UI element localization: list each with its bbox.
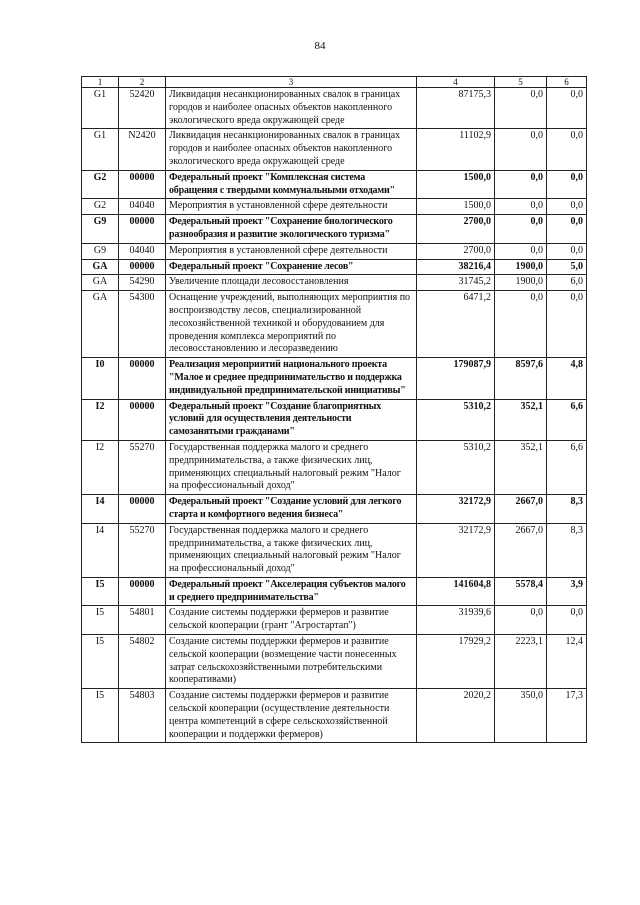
subcode-cell: 00000 bbox=[119, 358, 166, 399]
percent-cell: 6,6 bbox=[547, 399, 587, 440]
amount-cell: 31939,6 bbox=[417, 606, 495, 635]
amount-cell: 32172,9 bbox=[417, 523, 495, 577]
amount-cell: 5310,2 bbox=[417, 440, 495, 494]
percent-cell: 0,0 bbox=[547, 243, 587, 259]
code-cell: I5 bbox=[82, 689, 119, 743]
percent-cell: 3,9 bbox=[547, 577, 587, 606]
table-row bbox=[82, 243, 587, 259]
table-row bbox=[82, 199, 587, 215]
page-number: 84 bbox=[314, 40, 326, 52]
code-cell: I4 bbox=[82, 523, 119, 577]
table-row bbox=[82, 635, 587, 689]
description-cell: Федеральный проект "Создание благоприятных условий для осуществления деятельности самозанятыми гражданами" bbox=[166, 399, 417, 440]
description-cell: Ликвидация несанкционированных свалок в границах городов и наиболее опасных объектов накопленного экологического вреда окружающей среде bbox=[166, 129, 417, 170]
column-header: 5 bbox=[495, 77, 547, 88]
column-header: 4 bbox=[417, 77, 495, 88]
description-cell: Реализация мероприятий национального проекта "Малое и среднее предпринимательство и поддержка индивидуальной предпринимательской инициативы" bbox=[166, 358, 417, 399]
table-row bbox=[82, 358, 587, 399]
amount-cell: 1500,0 bbox=[417, 199, 495, 215]
percent-cell: 6,6 bbox=[547, 440, 587, 494]
amount-cell: 5310,2 bbox=[417, 399, 495, 440]
executed-cell: 8597,6 bbox=[495, 358, 547, 399]
table-row bbox=[82, 129, 587, 170]
executed-cell: 1900,0 bbox=[495, 259, 547, 275]
subcode-cell: 04040 bbox=[119, 243, 166, 259]
table-row bbox=[82, 215, 587, 244]
percent-cell: 0,0 bbox=[547, 88, 587, 129]
percent-cell: 8,3 bbox=[547, 523, 587, 577]
percent-cell: 0,0 bbox=[547, 215, 587, 244]
code-cell: I0 bbox=[82, 358, 119, 399]
table-row bbox=[82, 88, 587, 129]
table-row bbox=[82, 689, 587, 743]
description-cell: Государственная поддержка малого и среднего предпринимательства, а также физических лиц, применяющих специальный налоговый режим "Налог на профессиональный доход" bbox=[166, 523, 417, 577]
percent-cell: 17,3 bbox=[547, 689, 587, 743]
subcode-cell: 04040 bbox=[119, 199, 166, 215]
description-cell: Ликвидация несанкционированных свалок в границах городов и наиболее опасных объектов накопленного экологического вреда окружающей среде bbox=[166, 88, 417, 129]
header-row bbox=[82, 77, 587, 88]
description-cell: Федеральный проект "Создание условий для легкого старта и комфортного ведения бизнеса" bbox=[166, 495, 417, 524]
table-row bbox=[82, 291, 587, 358]
description-cell: Мероприятия в установленной сфере деятельности bbox=[166, 199, 417, 215]
percent-cell: 0,0 bbox=[547, 129, 587, 170]
table-row bbox=[82, 259, 587, 275]
description-cell: Создание системы поддержки фермеров и развитие сельской кооперации (возмещение части понесенных затрат сельскохозяйственными потребительскими кооперативами) bbox=[166, 635, 417, 689]
table-row bbox=[82, 606, 587, 635]
code-cell: I2 bbox=[82, 440, 119, 494]
code-cell: G2 bbox=[82, 199, 119, 215]
executed-cell: 0,0 bbox=[495, 88, 547, 129]
subcode-cell: 54803 bbox=[119, 689, 166, 743]
executed-cell: 0,0 bbox=[495, 215, 547, 244]
code-cell: G1 bbox=[82, 88, 119, 129]
subcode-cell: N2420 bbox=[119, 129, 166, 170]
amount-cell: 87175,3 bbox=[417, 88, 495, 129]
subcode-cell: 00000 bbox=[119, 215, 166, 244]
code-cell: G9 bbox=[82, 243, 119, 259]
table-row bbox=[82, 440, 587, 494]
code-cell: GA bbox=[82, 259, 119, 275]
subcode-cell: 00000 bbox=[119, 577, 166, 606]
description-cell: Создание системы поддержки фермеров и развитие сельской кооперации (осуществление деятельности центра компетенций в сфере сельскохозяйственной кооперации и поддержки фермеров) bbox=[166, 689, 417, 743]
subcode-cell: 00000 bbox=[119, 170, 166, 199]
percent-cell: 8,3 bbox=[547, 495, 587, 524]
code-cell: GA bbox=[82, 291, 119, 358]
description-cell: Увеличение площади лесовосстановления bbox=[166, 275, 417, 291]
subcode-cell: 54801 bbox=[119, 606, 166, 635]
amount-cell: 2020,2 bbox=[417, 689, 495, 743]
budget-table bbox=[81, 76, 587, 743]
description-cell: Создание системы поддержки фермеров и развитие сельской кооперации (грант "Агростартап") bbox=[166, 606, 417, 635]
subcode-cell: 55270 bbox=[119, 440, 166, 494]
description-cell: Федеральный проект "Сохранение биологического разнообразия и развитие экологического туризма" bbox=[166, 215, 417, 244]
code-cell: GA bbox=[82, 275, 119, 291]
subcode-cell: 00000 bbox=[119, 259, 166, 275]
amount-cell: 141604,8 bbox=[417, 577, 495, 606]
subcode-cell: 00000 bbox=[119, 495, 166, 524]
executed-cell: 5578,4 bbox=[495, 577, 547, 606]
table-row bbox=[82, 577, 587, 606]
executed-cell: 0,0 bbox=[495, 243, 547, 259]
amount-cell: 11102,9 bbox=[417, 129, 495, 170]
amount-cell: 2700,0 bbox=[417, 215, 495, 244]
table-row bbox=[82, 495, 587, 524]
amount-cell: 32172,9 bbox=[417, 495, 495, 524]
description-cell: Мероприятия в установленной сфере деятельности bbox=[166, 243, 417, 259]
executed-cell: 350,0 bbox=[495, 689, 547, 743]
column-header: 6 bbox=[547, 77, 587, 88]
subcode-cell: 52420 bbox=[119, 88, 166, 129]
amount-cell: 2700,0 bbox=[417, 243, 495, 259]
code-cell: I5 bbox=[82, 606, 119, 635]
code-cell: I5 bbox=[82, 577, 119, 606]
subcode-cell: 55270 bbox=[119, 523, 166, 577]
table-row bbox=[82, 399, 587, 440]
executed-cell: 2667,0 bbox=[495, 495, 547, 524]
table-row bbox=[82, 170, 587, 199]
subcode-cell: 54300 bbox=[119, 291, 166, 358]
percent-cell: 0,0 bbox=[547, 606, 587, 635]
percent-cell: 5,0 bbox=[547, 259, 587, 275]
code-cell: G9 bbox=[82, 215, 119, 244]
percent-cell: 6,0 bbox=[547, 275, 587, 291]
column-header: 2 bbox=[119, 77, 166, 88]
subcode-cell: 54802 bbox=[119, 635, 166, 689]
executed-cell: 2667,0 bbox=[495, 523, 547, 577]
code-cell: I5 bbox=[82, 635, 119, 689]
executed-cell: 352,1 bbox=[495, 399, 547, 440]
amount-cell: 38216,4 bbox=[417, 259, 495, 275]
executed-cell: 1900,0 bbox=[495, 275, 547, 291]
executed-cell: 0,0 bbox=[495, 606, 547, 635]
amount-cell: 1500,0 bbox=[417, 170, 495, 199]
executed-cell: 0,0 bbox=[495, 291, 547, 358]
amount-cell: 31745,2 bbox=[417, 275, 495, 291]
percent-cell: 0,0 bbox=[547, 291, 587, 358]
table-row bbox=[82, 523, 587, 577]
description-cell: Оснащение учреждений, выполняющих мероприятия по воспроизводству лесов, специализированной лесохозяйственной техникой и оборудованием для проведения комплекса мероприятий по лесовосстановлению и лесоразведению bbox=[166, 291, 417, 358]
executed-cell: 0,0 bbox=[495, 129, 547, 170]
description-cell: Федеральный проект "Акселерация субъектов малого и среднего предпринимательства" bbox=[166, 577, 417, 606]
description-cell: Федеральный проект "Сохранение лесов" bbox=[166, 259, 417, 275]
description-cell: Федеральный проект "Комплексная система обращения с твердыми коммунальными отходами" bbox=[166, 170, 417, 199]
column-header: 3 bbox=[166, 77, 417, 88]
table-row bbox=[82, 275, 587, 291]
column-header: 1 bbox=[82, 77, 119, 88]
executed-cell: 2223,1 bbox=[495, 635, 547, 689]
description-cell: Государственная поддержка малого и среднего предпринимательства, а также физических лиц, применяющих специальный налоговый режим "Налог на профессиональный доход" bbox=[166, 440, 417, 494]
executed-cell: 352,1 bbox=[495, 440, 547, 494]
amount-cell: 6471,2 bbox=[417, 291, 495, 358]
percent-cell: 0,0 bbox=[547, 170, 587, 199]
amount-cell: 17929,2 bbox=[417, 635, 495, 689]
code-cell: I4 bbox=[82, 495, 119, 524]
code-cell: I2 bbox=[82, 399, 119, 440]
code-cell: G2 bbox=[82, 170, 119, 199]
percent-cell: 0,0 bbox=[547, 199, 587, 215]
executed-cell: 0,0 bbox=[495, 170, 547, 199]
percent-cell: 4,8 bbox=[547, 358, 587, 399]
amount-cell: 179087,9 bbox=[417, 358, 495, 399]
executed-cell: 0,0 bbox=[495, 199, 547, 215]
subcode-cell: 54290 bbox=[119, 275, 166, 291]
code-cell: G1 bbox=[82, 129, 119, 170]
subcode-cell: 00000 bbox=[119, 399, 166, 440]
percent-cell: 12,4 bbox=[547, 635, 587, 689]
